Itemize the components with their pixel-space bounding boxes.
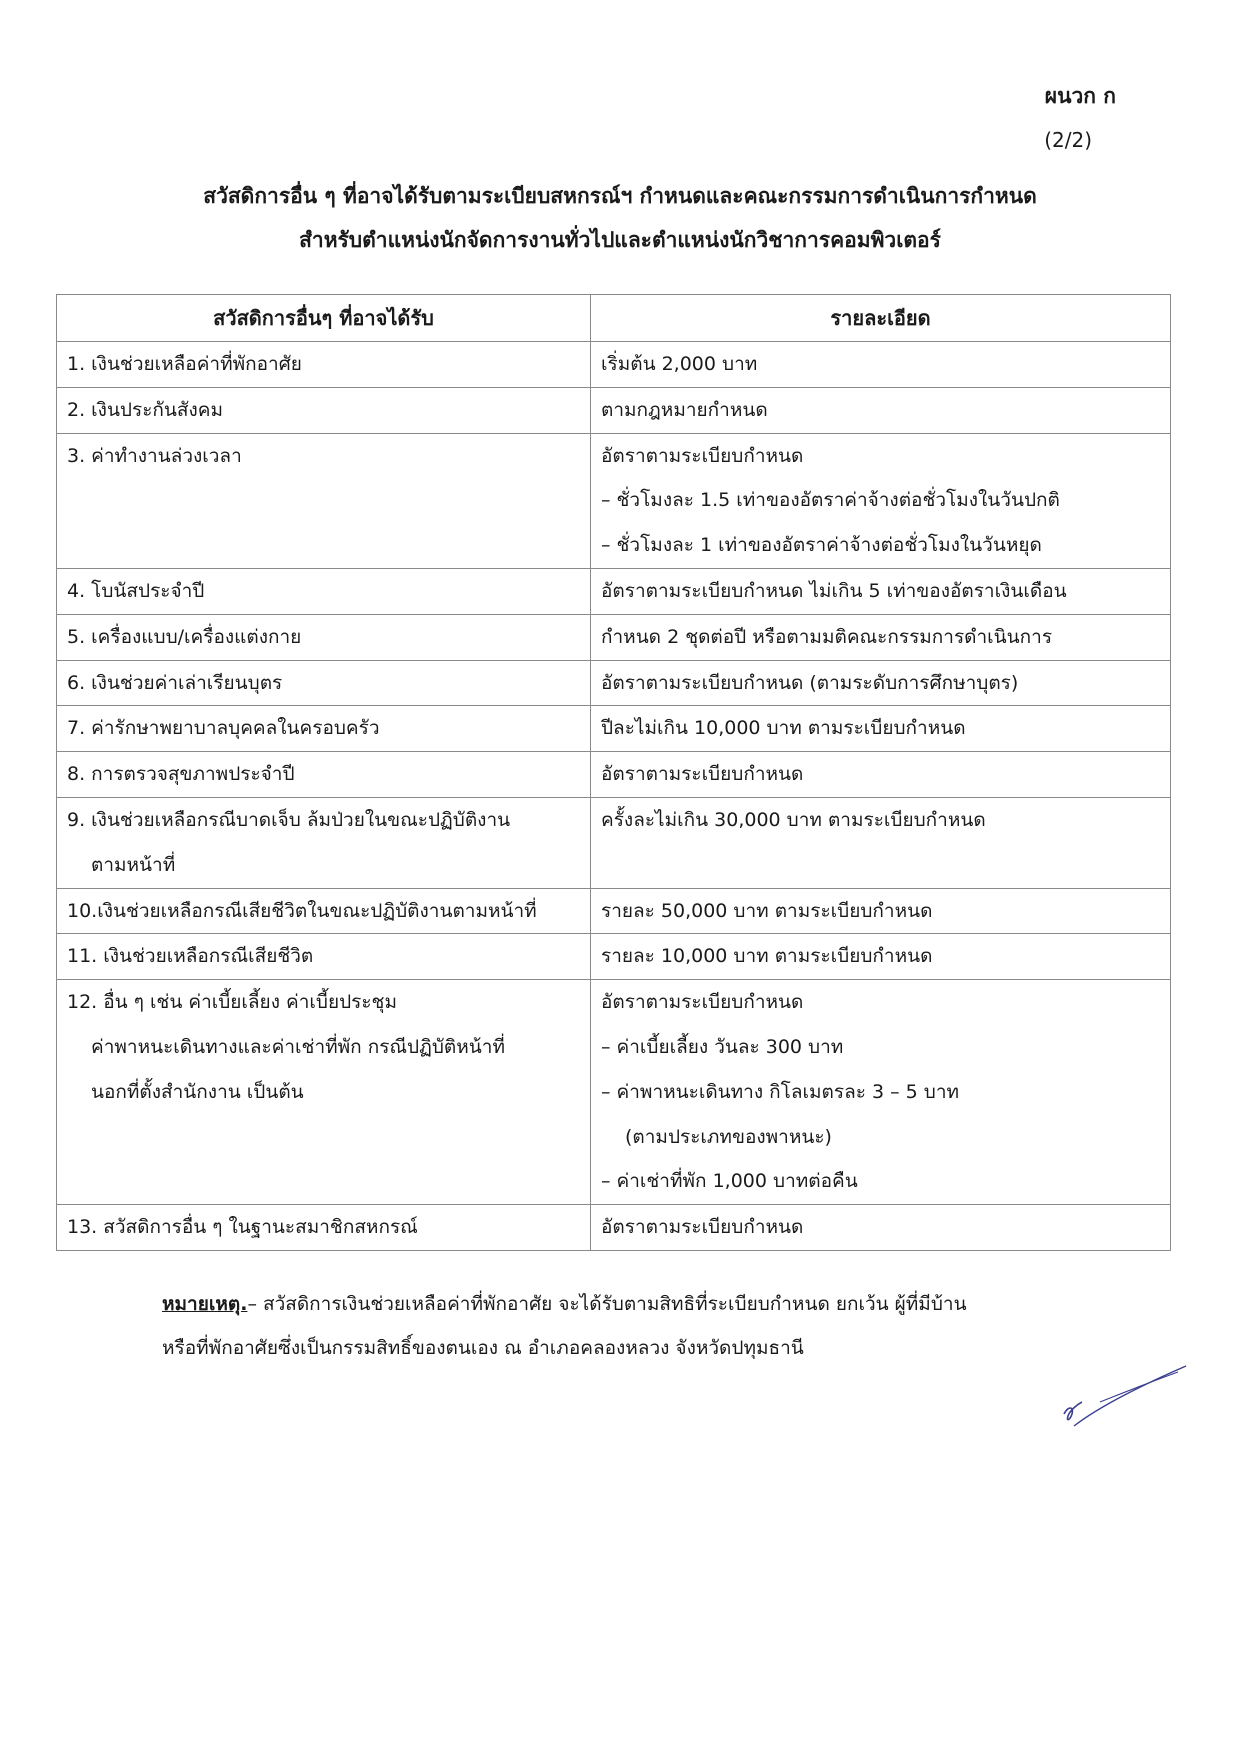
welfare-detail-text: ตามกฎหมายกำหนด xyxy=(601,398,768,421)
table-row xyxy=(57,797,1171,888)
welfare-detail-text: อัตราตามระเบียบกำหนด ไม่เกิน 5 เท่าของอัตราเงินเดือน xyxy=(601,579,1067,602)
table-row xyxy=(57,1205,1171,1251)
welfare-item-cell xyxy=(57,568,591,614)
table-row xyxy=(57,387,1171,433)
welfare-detail-cell xyxy=(591,1205,1171,1251)
welfare-item-text: 13. สวัสดิการอื่น ๆ ในฐานะสมาชิกสหกรณ์ xyxy=(67,1216,418,1239)
welfare-item-cell xyxy=(57,342,591,388)
table-header-row xyxy=(57,295,1171,342)
signature xyxy=(1060,1362,1190,1432)
header-detail: รายละเอียด xyxy=(591,295,1171,342)
table-row xyxy=(57,752,1171,798)
welfare-item-text: 6. เงินช่วยค่าเล่าเรียนบุตร xyxy=(67,671,283,694)
welfare-detail-text: อัตราตามระเบียบกำหนด xyxy=(601,444,804,467)
table-row xyxy=(57,980,1171,1205)
welfare-detail-text: อัตราตามระเบียบกำหนด xyxy=(601,991,804,1014)
welfare-detail-text: – ค่าเบี้ยเลี้ยง วันละ 300 บาท xyxy=(601,1035,844,1058)
welfare-detail-text: อัตราตามระเบียบกำหนด (ตามระดับการศึกษาบุตร) xyxy=(601,671,1019,694)
table-row xyxy=(57,934,1171,980)
welfare-detail-text: (ตามประเภทของพาหนะ) xyxy=(625,1125,832,1148)
welfare-detail-cell xyxy=(591,342,1171,388)
footnote-text-line1: – สวัสดิการเงินช่วยเหลือค่าที่พักอาศัย จะได้รับตามสิทธิที่ระเบียบกำหนด ยกเว้น ผู้ที่มีบ้าน xyxy=(247,1293,967,1315)
welfare-item-cell xyxy=(57,706,591,752)
welfare-item-text: 12. อื่น ๆ เช่น ค่าเบี้ยเลี้ยง ค่าเบี้ยประชุม xyxy=(67,991,397,1014)
welfare-detail-text: อัตราตามระเบียบกำหนด xyxy=(601,763,804,786)
welfare-item-cell xyxy=(57,980,591,1205)
welfare-detail-text: – ค่าเช่าที่พัก 1,000 บาทต่อคืน xyxy=(601,1170,858,1193)
welfare-detail-cell xyxy=(591,387,1171,433)
welfare-item-text: 5. เครื่องแบบ/เครื่องแต่งกาย xyxy=(67,625,302,648)
table-row xyxy=(57,660,1171,706)
welfare-item-text: 8. การตรวจสุขภาพประจำปี xyxy=(67,763,295,786)
welfare-item-text: นอกที่ตั้งสำนักงาน เป็นต้น xyxy=(91,1080,304,1103)
welfare-item-cell xyxy=(57,614,591,660)
welfare-detail-text: อัตราตามระเบียบกำหนด xyxy=(601,1216,804,1239)
table-row xyxy=(57,568,1171,614)
welfare-item-text: 2. เงินประกันสังคม xyxy=(67,398,223,421)
welfare-detail-cell xyxy=(591,614,1171,660)
welfare-detail-cell xyxy=(591,888,1171,934)
welfare-item-text: 1. เงินช่วยเหลือค่าที่พักอาศัย xyxy=(67,353,302,375)
document-title-line1: สวัสดิการอื่น ๆ ที่อาจได้รับตามระเบียบสหกรณ์ฯ กำหนดและคณะกรรมการดำเนินการกำหนด xyxy=(203,184,1037,208)
welfare-detail-cell xyxy=(591,568,1171,614)
welfare-item-cell xyxy=(57,752,591,798)
welfare-item-text: ค่าพาหนะเดินทางและค่าเช่าที่พัก กรณีปฏิบัติหน้าที่ xyxy=(91,1035,505,1058)
table-row xyxy=(57,342,1171,388)
welfare-detail-text: – ชั่วโมงละ 1 เท่าของอัตราค่าจ้างต่อชั่วโมงในวันหยุด xyxy=(601,534,1042,557)
welfare-detail-cell xyxy=(591,706,1171,752)
welfare-item-cell xyxy=(57,1205,591,1251)
table-row xyxy=(57,888,1171,934)
welfare-item-text: 3. ค่าทำงานล่วงเวลา xyxy=(67,444,242,467)
welfare-table xyxy=(56,294,1171,1251)
welfare-detail-text: – ค่าพาหนะเดินทาง กิโลเมตรละ 3 – 5 บาท xyxy=(601,1080,960,1103)
annex-label: ผนวก ก xyxy=(1044,84,1116,108)
table-body xyxy=(57,342,1171,1251)
welfare-item-cell xyxy=(57,433,591,568)
welfare-item-cell xyxy=(57,797,591,888)
welfare-detail-cell xyxy=(591,433,1171,568)
document-title-line2: สำหรับตำแหน่งนักจัดการงานทั่วไปและตำแหน่งนักวิชาการคอมพิวเตอร์ xyxy=(299,228,941,252)
welfare-item-text: ตามหน้าที่ xyxy=(91,853,176,876)
welfare-item-cell xyxy=(57,660,591,706)
welfare-detail-cell xyxy=(591,980,1171,1205)
welfare-detail-text: – ชั่วโมงละ 1.5 เท่าของอัตราค่าจ้างต่อชั่วโมงในวันปกติ xyxy=(601,489,1060,512)
welfare-item-text: 4. โบนัสประจำปี xyxy=(67,579,205,602)
welfare-detail-text: เริ่มต้น 2,000 บาท xyxy=(601,353,758,375)
welfare-detail-text: รายละ 50,000 บาท ตามระเบียบกำหนด xyxy=(601,899,933,922)
welfare-item-cell xyxy=(57,387,591,433)
welfare-detail-text: กำหนด 2 ชุดต่อปี หรือตามมติคณะกรรมการดำเนินการ xyxy=(601,625,1053,648)
welfare-detail-cell xyxy=(591,660,1171,706)
welfare-detail-text: ปีละไม่เกิน 10,000 บาท ตามระเบียบกำหนด xyxy=(601,717,966,740)
table-row xyxy=(57,614,1171,660)
header-welfare: สวัสดิการอื่นๆ ที่อาจได้รับ xyxy=(57,295,591,342)
welfare-item-text: 7. ค่ารักษาพยาบาลบุคคลในครอบครัว xyxy=(67,717,380,740)
welfare-detail-cell xyxy=(591,934,1171,980)
page-number: (2/2) xyxy=(1044,128,1092,152)
footnote xyxy=(162,1282,1122,1370)
welfare-item-text: 9. เงินช่วยเหลือกรณีบาดเจ็บ ล้มป่วยในขณะปฏิบัติงาน xyxy=(67,808,511,831)
welfare-item-cell xyxy=(57,888,591,934)
welfare-detail-text: รายละ 10,000 บาท ตามระเบียบกำหนด xyxy=(601,945,933,968)
footnote-text-line2: หรือที่พักอาศัยซึ่งเป็นกรรมสิทธิ์ของตนเอง ณ อำเภอคลองหลวง จังหวัดปทุมธานี xyxy=(162,1337,804,1359)
welfare-detail-text: ครั้งละไม่เกิน 30,000 บาท ตามระเบียบกำหนด xyxy=(601,808,986,831)
welfare-item-cell xyxy=(57,934,591,980)
welfare-detail-cell xyxy=(591,752,1171,798)
footnote-label: หมายเหตุ. xyxy=(162,1293,248,1315)
table-row xyxy=(57,706,1171,752)
welfare-detail-cell xyxy=(591,797,1171,888)
welfare-item-text: 11. เงินช่วยเหลือกรณีเสียชีวิต xyxy=(67,945,314,968)
table-row xyxy=(57,433,1171,568)
welfare-item-text: 10.เงินช่วยเหลือกรณีเสียชีวิตในขณะปฏิบัติงานตามหน้าที่ xyxy=(67,899,537,922)
